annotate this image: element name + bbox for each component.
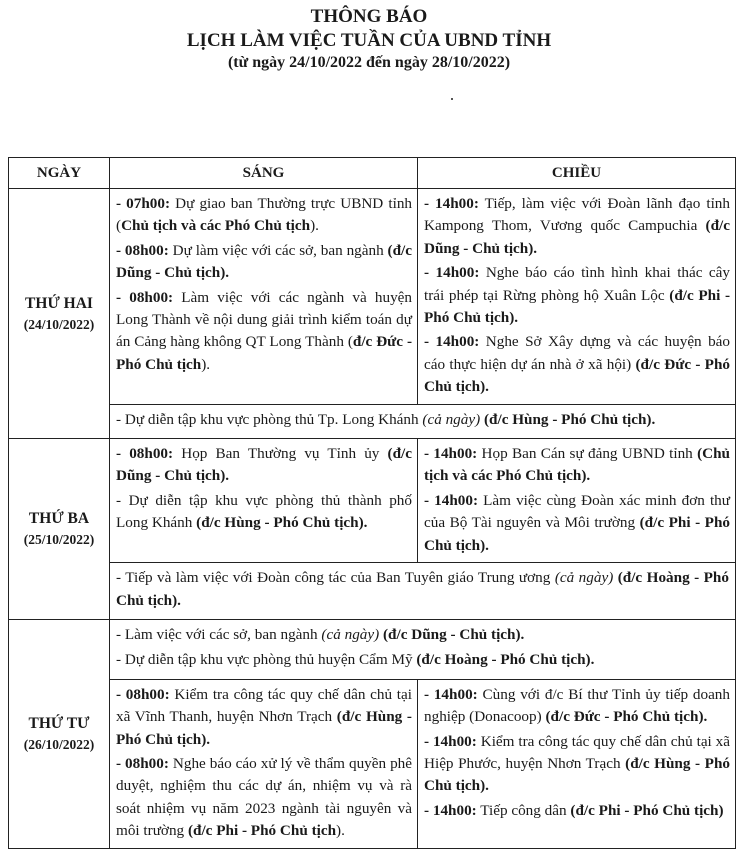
schedule-item: - Dự diễn tập khu vực phòng thủ thành phố Long Khánh (đ/c Hùng - Phó Chủ tịch).	[116, 491, 412, 532]
monday-fullday-row	[9, 404, 736, 438]
schedule-item: - 14h00: Kiểm tra công tác quy chế dân chủ tại xã Hiệp Phước, huyện Nhơn Trạch (đ/c Hùng - Phó Chủ tịch).	[424, 732, 731, 795]
wednesday-fullday-cell	[110, 619, 736, 679]
day-date: (25/10/2022)	[23, 531, 95, 547]
notice-subtitle: LỊCH LÀM VIỆC TUẦN CỦA UBND TỈNH	[186, 30, 552, 51]
tuesday-afternoon-cell	[418, 439, 736, 563]
stray-dot	[451, 98, 453, 100]
monday-morning-cell	[110, 189, 418, 405]
day-name: THỨ TƯ	[28, 714, 90, 732]
day-name: THỨ BA	[28, 509, 90, 527]
schedule-item: - Dự diễn tập khu vực phòng thủ Tp. Long Khánh (cả ngày) (đ/c Hùng - Phó Chủ tịch).	[116, 410, 656, 428]
monday-afternoon-cell	[418, 189, 736, 405]
schedule-item: - 14h00: Nghe Sở Xây dựng và các huyện báo cáo thực hiện dự án nhà ở xã hội) (đ/c Đức - Phó Chủ tịch).	[424, 333, 730, 396]
date-range: (từ ngày 24/10/2022 đến ngày 28/10/2022)	[227, 54, 511, 71]
col-afternoon-header: CHIỀU	[418, 158, 736, 189]
schedule-item: - 14h00: Tiếp công dân (đ/c Phi - Phó Chủ tịch)	[424, 801, 724, 819]
day-date: (24/10/2022)	[23, 316, 95, 332]
schedule-item: - 08h00: Kiểm tra công tác quy chế dân chủ tại xã Vĩnh Thanh, huyện Nhơn Trạch (đ/c Hùng - Phó Chủ tịch).	[116, 685, 412, 748]
col-morning-header: SÁNG	[110, 158, 418, 189]
tuesday-row	[9, 439, 736, 563]
schedule-item: - 14h00: Cùng với đ/c Bí thư Tỉnh ủy tiếp doanh nghiệp (Donacoop) (đ/c Đức - Phó Chủ tịch).	[424, 685, 730, 726]
schedule-item: - 14h00: Làm việc cùng Đoàn xác minh đơn thư của Bộ Tài nguyên và Môi trường (đ/c Phi - Phó Chủ tịch).	[424, 491, 730, 554]
col-day-header: NGÀY	[9, 158, 110, 189]
schedule-item: - Tiếp và làm việc với Đoàn công tác của Ban Tuyên giáo Trung ương (cả ngày) (đ/c Hoàng - Phó Chủ tịch).	[116, 569, 729, 609]
schedule-item: - 14h00: Họp Ban Cán sự đảng UBND tỉnh (Chủ tịch và các Phó Chủ tịch).	[424, 445, 730, 485]
schedule-item: - 08h00: Nghe báo cáo xử lý về thẩm quyền phê duyệt, nghiệm thu các dự án, nhiệm vụ và rà soát nhiệm vụ năm 2023 ngành tài nguyên và môi trường (đ/c Phi - Phó Chủ tịch).	[116, 754, 412, 840]
day-date: (26/10/2022)	[23, 736, 95, 752]
schedule-item: - Làm việc với các sở, ban ngành (cả ngày) (đ/c Dũng - Chủ tịch).	[116, 625, 525, 643]
monday-row	[9, 189, 736, 405]
tuesday-fullday-cell	[110, 563, 736, 620]
schedule-item: - 14h00: Tiếp, làm việc với Đoàn lãnh đạo tỉnh Kampong Thom, Vương quốc Campuchia (đ/c Dũng - Chủ tịch).	[424, 195, 730, 257]
schedule-item: - 08h00: Họp Ban Thường vụ Tỉnh ủy (đ/c Dũng - Chủ tịch).	[116, 445, 413, 485]
schedule-item: - 08h00: Dự làm việc với các sở, ban ngành (đ/c Dũng - Chủ tịch).	[116, 241, 413, 282]
notice-title: THÔNG BÁO	[310, 6, 428, 27]
day-name: THỨ HAI	[25, 294, 93, 312]
wednesday-day-cell	[9, 619, 110, 848]
wednesday-row	[9, 679, 736, 848]
wednesday-afternoon-cell	[418, 679, 736, 848]
wednesday-fullday-row	[9, 619, 736, 679]
header-row	[9, 158, 736, 189]
schedule-item: - 14h00: Nghe báo cáo tình hình khai thác cây trái phép tại Rừng phòng hộ Xuân Lộc (đ/c Phi - Phó Chủ tịch).	[424, 264, 731, 327]
schedule-table	[8, 157, 736, 849]
schedule-item: - Dự diễn tập khu vực phòng thủ huyện Cẩm Mỹ (đ/c Hoàng - Phó Chủ tịch).	[116, 651, 595, 669]
schedule-item: - 08h00: Làm việc với các ngành và huyện Long Thành về nội dung giải trình kiểm toán dự án Cảng hàng không QT Long Thành (đ/c Đức - Phó Chủ tịch).	[116, 288, 413, 373]
monday-fullday-cell	[110, 404, 736, 438]
schedule-item: - 07h00: Dự giao ban Thường trực UBND tỉnh (Chủ tịch và các Phó Chủ tịch).	[116, 195, 413, 235]
monday-day-cell	[9, 189, 110, 439]
tuesday-fullday-row	[9, 563, 736, 620]
tuesday-morning-cell	[110, 439, 418, 563]
wednesday-morning-cell	[110, 679, 418, 848]
tuesday-day-cell	[9, 439, 110, 620]
